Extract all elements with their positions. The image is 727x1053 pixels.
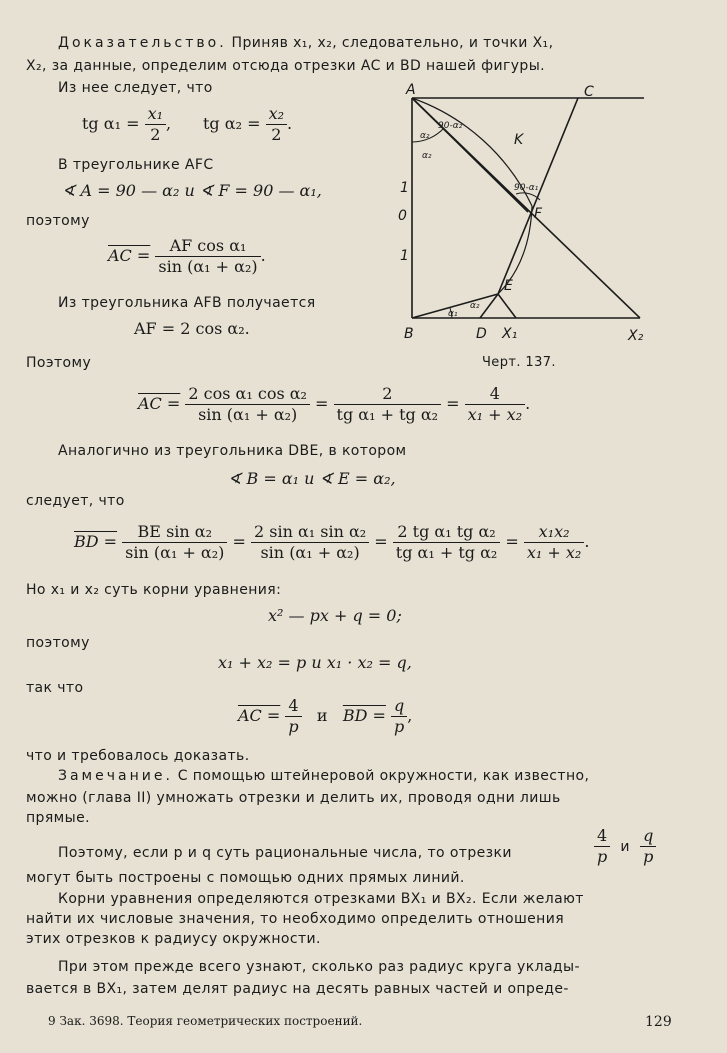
label-angle-a2-inner: α₂ — [422, 151, 432, 161]
rational-fraction-2 — [640, 826, 656, 867]
roots-line: Но x₁ и x₂ суть корни уравнения: — [26, 582, 282, 598]
label-d: D — [476, 326, 487, 342]
eq-bd-f2-num: 2 sin α₁ sin α₂ — [251, 522, 369, 543]
label-angle-a1: α₁ — [448, 309, 458, 319]
proof-line-1-text: Приняв x₁, x₂, следовательно, и точки X₁, — [231, 35, 554, 51]
roots-para-line-3: этих отрезков к радиусу окружности. — [26, 931, 321, 947]
remark-line-1-text: С помощью штейнеровой окружности, как известно, — [177, 768, 590, 784]
figure-137 — [392, 82, 668, 344]
equation-tg-alpha2 — [203, 104, 292, 145]
eq-tg2-lhs: tg α₂ = — [203, 114, 261, 133]
analog-line: Аналогично из треугольника DBE, в котором — [58, 443, 407, 459]
label-one-bottom: 1 — [400, 248, 409, 264]
last-para-line-2: вается в BX₁, затем делят радиус на десять равных частей и опреде- — [26, 981, 569, 997]
remark-line-2: можно (глава II) умножать отрезки и делить их, проводя одни лишь — [26, 790, 561, 806]
eq-final-bd-fraction — [391, 696, 407, 737]
eq-ac2-f3-num: 4 — [465, 384, 525, 405]
eq-tg2-num: x₂ — [266, 104, 287, 125]
label-one-top: 1 — [400, 180, 409, 196]
eq-ac2-tail: . — [525, 394, 531, 413]
equation-quadratic: x² — px + q = 0; — [268, 606, 402, 625]
remark-line-3: прямые. — [26, 810, 90, 826]
eq-ac1-tail: . — [260, 246, 266, 265]
rational-line-2: могут быть построены с помощью одних прямых линий. — [26, 870, 465, 886]
eq-ac2-f2-num: 2 — [334, 384, 442, 405]
rational-den-1: p — [597, 847, 608, 866]
eq-bd-f1-num: BE sin α₂ — [122, 522, 227, 543]
therefore-2: Поэтому — [26, 355, 92, 371]
eq-ac2-f1-num: 2 cos α₁ cos α₂ — [185, 384, 310, 405]
roots-para-line-1: Корни уравнения определяются отрезками BX₁ и BX₂. Если желают — [58, 891, 584, 907]
equation-vieta: x₁ + x₂ = p и x₁ · x₂ = q, — [218, 653, 412, 672]
proof-line-3: Из нее следует, что — [58, 80, 213, 96]
proof-line-1 — [58, 33, 553, 53]
page-number: 129 — [645, 1014, 672, 1030]
eq-bd-f3-num: 2 tg α₁ tg α₂ — [393, 522, 501, 543]
eq-final-and: и — [316, 706, 328, 725]
remark-heading: Замечание. — [58, 768, 173, 784]
eq-final-ac-lhs: AC = — [238, 706, 281, 725]
eq-final-ac-fraction — [285, 696, 301, 737]
eq-ac2-f1 — [185, 384, 310, 425]
eq-bd-tail: . — [584, 532, 590, 551]
roots-para-line-2: найти их числовые значения, то необходимо определить отношения — [26, 911, 565, 927]
rational-fraction-1 — [594, 826, 610, 867]
eq-ac2-f2 — [334, 384, 442, 425]
label-c: C — [584, 84, 594, 100]
rational-den-2: p — [643, 847, 654, 866]
eq-tg2-den: 2 — [271, 125, 282, 144]
last-para-line-1: При этом прежде всего узнают, сколько раз радиус круга уклады- — [58, 959, 580, 975]
triangle-afb-line: Из треугольника AFB получается — [58, 295, 316, 311]
line-c-e — [498, 98, 578, 294]
eq-final-bd-num: q — [391, 696, 407, 717]
label-a: A — [406, 82, 416, 98]
eq-tg1-num: x₁ — [145, 104, 166, 125]
angles-dbe: ∢ B = α₁ и ∢ E = α₂, — [228, 469, 396, 488]
eq-tg1-fraction — [145, 104, 166, 145]
eq-ac2-f1-den: sin (α₁ + α₂) — [198, 405, 298, 424]
label-angle-a2-top: α₂ — [420, 131, 430, 141]
remark-line-1 — [58, 766, 589, 786]
so-that-line: так что — [26, 680, 84, 696]
eq-tg1-sep: , — [166, 114, 172, 133]
label-k: K — [514, 132, 524, 148]
eq-final-bd-lhs: BD = — [342, 706, 386, 725]
follows-line: следует, что — [26, 493, 125, 509]
eq-final-tail: , — [407, 706, 413, 725]
eq-final-ac-num: 4 — [285, 696, 301, 717]
rational-num-1: 4 — [594, 826, 610, 847]
eq-bd-f3-den: tg α₁ + tg α₂ — [395, 543, 498, 562]
eq-ac1-fraction — [155, 236, 260, 277]
eq-ac2-lhs: AC = — [138, 394, 181, 413]
eq-bd-lhs: BD = — [74, 532, 118, 551]
eq-ac1-den: sin (α₁ + α₂) — [158, 257, 258, 276]
equation-bd: BD = $\frac{\text{BE sin α₂}}{\text{sin (α₁ + α₂)}}$ = $\frac{\text{2 sin α₁ sin α₂}}{\text{sin (α₁ + α₂)}}$ = $\frac{\text{2 tg α₁ tg α₂}}{\text{tg α₁ + tg α₂}}$ = $\frac{\text{x₁x₂}}{\text{x₁ + x₂}}$ . — [74, 522, 590, 562]
eq-bd-f4 — [524, 522, 584, 563]
eq-bd-f1 — [122, 522, 227, 563]
rational-line-1: Поэтому, если p и q суть рациональные числа, то отрезки — [58, 845, 512, 861]
footer-print-info: 9 Зак. 3698. Теория геометрических построений. — [48, 1014, 363, 1028]
eq-tg2-fraction — [266, 104, 287, 145]
qed-line: что и требовалось доказать. — [26, 748, 250, 764]
eq-ac2-f2-den: tg α₁ + tg α₂ — [336, 405, 439, 424]
equation-tg-alpha1 — [82, 104, 171, 145]
label-angle-90-a2: 90-α₂ — [438, 121, 463, 131]
therefore-1: поэтому — [26, 213, 90, 229]
eq-final-ac-den: p — [288, 717, 299, 736]
eq-bd-f3 — [393, 522, 501, 563]
rational-fractions — [594, 826, 656, 867]
eq-ac2-f3 — [465, 384, 525, 425]
eq-final-bd-den: p — [394, 717, 405, 736]
eq-bd-f2 — [251, 522, 369, 563]
eq-ac1-num: AF cos α₁ — [155, 236, 260, 257]
angles-afc: ∢ A = 90 — α₂ и ∢ F = 90 — α₁, — [62, 181, 322, 200]
triangle-afc-line: В треугольнике AFC — [58, 157, 214, 173]
eq-ac2-f3-den: x₁ + x₂ — [467, 405, 523, 424]
eq-ac1-lhs: AC = — [108, 246, 151, 265]
proof-line-2: X₂, за данные, определим отсюда отрезки AC и BD нашей фигуры. — [26, 58, 546, 74]
eq-tg1-den: 2 — [150, 125, 161, 144]
label-angle-90-a1: 90-α₁ — [514, 183, 539, 193]
eq-tg2-sep: . — [287, 114, 293, 133]
equation-ac-2: AC = $\frac{\text{2 cos α₁ cos α₂}}{\text{sin (α₁ + α₂)}}$ = $\frac{2}{\text{tg α₁ + tg α₂}}$ = $\frac{4}{\text{x₁ + x₂}}$ . — [138, 384, 531, 424]
label-b: B — [404, 326, 414, 342]
label-e: E — [504, 278, 513, 294]
label-angle-a2-bottom: α₂ — [470, 301, 480, 311]
eq-bd-f4-den: x₁ + x₂ — [526, 543, 582, 562]
eq-bd-f4-num: x₁x₂ — [524, 522, 584, 543]
label-f: F — [534, 206, 543, 222]
equation-af: AF = 2 cos α₂. — [134, 319, 250, 338]
equation-final — [238, 696, 412, 737]
label-zero: 0 — [398, 208, 407, 224]
proof-heading: Доказательство. — [58, 35, 227, 51]
therefore-3: поэтому — [26, 635, 90, 651]
equation-ac-1 — [108, 236, 266, 277]
label-x1: X₁ — [502, 326, 518, 342]
eq-bd-f1-den: sin (α₁ + α₂) — [125, 543, 225, 562]
rational-num-2: q — [640, 826, 656, 847]
label-x2: X₂ — [628, 328, 644, 344]
rational-and: и — [620, 839, 630, 855]
figure-caption: Черт. 137. — [482, 355, 556, 370]
eq-tg1-lhs: tg α₁ = — [82, 114, 140, 133]
line-e-x1 — [498, 294, 516, 318]
eq-bd-f2-den: sin (α₁ + α₂) — [260, 543, 360, 562]
